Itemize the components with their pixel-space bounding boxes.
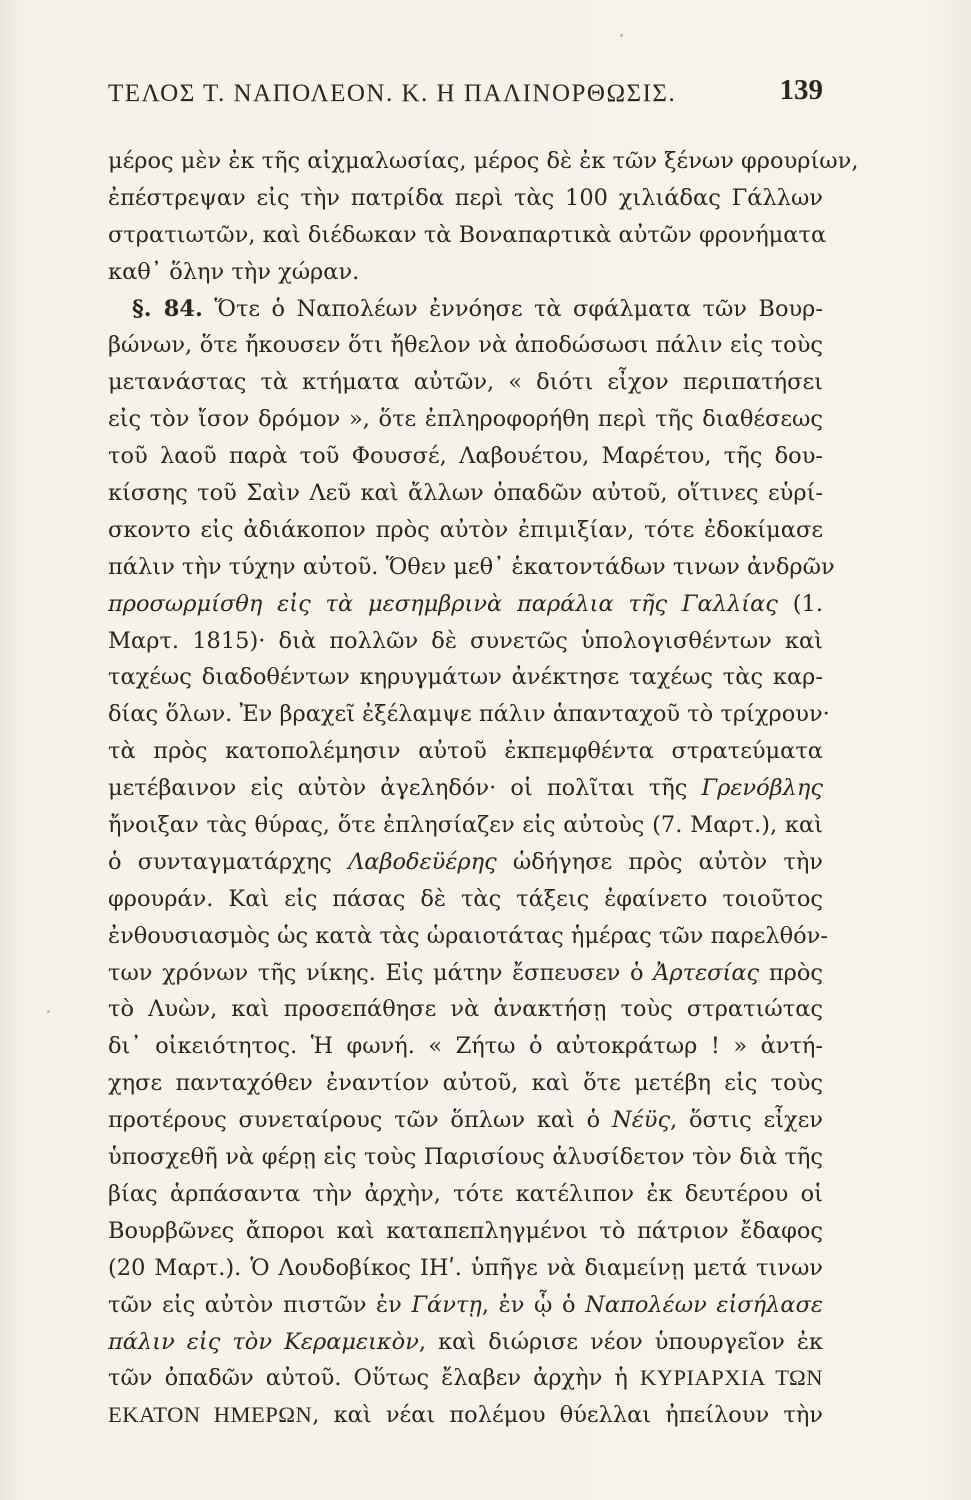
text-line [108,217,827,254]
text-span: ὡδήγησε πρὸς αὐτὸν τὴν [496,848,823,875]
text-line [108,1176,823,1213]
text-span: (20 Μαρτ.). Ὁ Λουδοβίκος ΙΗʹ. ὑπῆγε νὰ διαμείνῃ μετά τινων [108,1254,823,1281]
text-span: τὰ πρὸς κατοπολέμησιν αὐτοῦ ἐκπεμφθέντα στρατεύματα [108,738,823,765]
text-span: προτέρους συνεταίρους τῶν ὅπλων καὶ ὁ [108,1107,612,1134]
text-line [108,549,835,586]
text-span: των χρόνων τῆς νίκης. Εἰς μάτην ἔσπευσεν ὁ [108,959,654,986]
italic-text: Ἀρτεσίας [653,959,760,986]
text-line [108,991,823,1028]
text-line [108,807,823,844]
italic-text: Ναπολέων εἰσήλασε [585,1291,823,1318]
text-span: , καὶ νέαι πολέμου θύελλαι ἠπείλουν τὴν [312,1402,823,1429]
text-span: τὸ Λυὼν, καὶ προσεπάθησε νὰ ἀνακτήσῃ τοὺς στρατιώτας [108,996,823,1023]
text-line [108,733,823,770]
running-title: ΤΕΛΟΣ Τ. ΝΑΠΟΛΕΟΝ. Κ. Η ΠΑΛΙΝΟΡΘΩΣΙΣ. [108,80,677,107]
text-span: στρατιωτῶν, καὶ διέδωκαν τὰ Βοναπαρτικὰ αὐτῶν φρονήματα [108,221,827,248]
text-line [108,844,823,881]
text-line [108,955,823,992]
text-line [108,475,823,512]
text-line [108,327,823,364]
text-line [108,659,823,696]
text-line [108,1065,823,1102]
text-line [108,1028,823,1065]
text-span: τῶν ὀπαδῶν αὐτοῦ. Οὕτως ἔλαβεν ἀρχὴν ἡ [108,1365,641,1392]
italic-text: Λαβοδεϋέρης [348,848,497,875]
text-line [108,1324,823,1361]
text-span: εἰς τὸν ἴσον δρόμον », ὅτε ἐπληροφορήθη περὶ τῆς διαθέσεως [108,406,823,433]
text-span: χησε πανταχόθεν ἐναντίον αὐτοῦ, καὶ ὅτε μετέβη εἰς τοὺς [108,1070,823,1097]
text-span: δι᾽ οἰκειότητος. Ἡ φωνή. « Ζήτω ὁ αὐτοκράτωρ ! » ἀντή- [108,1033,823,1060]
text-line [108,918,828,955]
text-line [108,143,859,180]
text-span: ὁ συνταγματάρχης [108,848,349,875]
text-span: τῶν εἰς αὐτὸν πιστῶν ἐν [108,1291,412,1318]
text-line [108,1360,823,1397]
text-line [108,1139,823,1176]
text-span: σκοντο εἰς ἀδιάκοπον πρὸς αὐτὸν ἐπιμιξίαν, τότε ἐδοκίμασε [108,516,823,543]
text-span: ἤνοιξαν τὰς θύρας, ὅτε ἐπλησίαζεν εἰς αὐτοὺς (7. Μαρτ.), καὶ [108,812,823,839]
page-number: 139 [779,74,823,106]
text-span: βώνων, ὅτε ἤκουσεν ὅτι ἤθελον νὰ ἀποδώσωσι πάλιν εἰς τοὺς [108,332,823,359]
text-span: (1. [777,590,823,617]
text-span: μετανάστας τὰ κτήματα αὐτῶν, « διότι εἶχον περιπατήσει [108,369,823,396]
paper-speck [620,34,623,37]
text-line [108,1397,823,1434]
text-line [108,881,823,918]
text-line [108,1102,823,1139]
text-span: κίσσης τοῦ Σαὶν Λεῦ καὶ ἄλλων ὀπαδῶν αὐτοῦ, οἵτινες εὑρί- [108,480,823,507]
text-line [108,770,823,807]
text-line [108,512,823,549]
text-line [108,401,823,438]
text-span: ἐνθουσιασμὸς ὡς κατὰ τὰς ὡραιοτάτας ἡμέρας τῶν παρελθόν- [108,922,828,949]
italic-text: Γρενόβλης [701,775,823,802]
text-line [108,438,823,475]
text-span: , ὅστις εἶχεν [670,1107,823,1134]
text-span: ἐπέστρεψαν εἰς τὴν πατρίδα περὶ τὰς 100 χιλιάδας Γάλλων [108,184,823,211]
paper-speck [47,1010,50,1013]
text-span: δίας ὅλων. Ἐν βραχεῖ ἐξέλαμψε πάλιν ἁπανταχοῦ τὸ τρίχρουν· [108,701,830,728]
text-line [108,180,823,217]
text-span: , ἐν ᾧ ὁ [481,1291,586,1318]
text-span: πρὸς [759,959,823,986]
text-span: Βουρβῶνες ἄποροι καὶ καταπεπληγμένοι τὸ πάτριον ἔδαφος [108,1217,823,1244]
text-line [108,623,823,660]
text-span: καθ᾽ ὅλην τὴν χώραν. [108,258,360,285]
text-span: πάλιν τὴν τύχην αὐτοῦ. Ὅθεν μεθ᾽ ἑκατοντάδων τινων ἀνδρῶν [108,553,835,580]
text-line [108,364,823,401]
text-span: μέρος μὲν ἐκ τῆς αἰχμαλωσίας, μέρος δὲ ἐκ τῶν ξένων φρουρίων, [108,148,859,174]
italic-text: προσωρμίσθη εἰς τὰ μεσημβρινὰ παράλια τῆς Γαλλίας [108,590,778,617]
text-span: Μαρτ. 1815)· διὰ πολλῶν δὲ συνετῶς ὑπολογισθέντων καὶ [108,627,823,654]
text-span: μετέβαινον εἰς αὐτὸν ἀγεληδόν· οἱ πολῖται τῆς [108,775,702,802]
text-line [108,291,823,328]
section-number: §. 84. [132,295,203,322]
italic-text: Γάντῃ [411,1291,482,1318]
text-line [108,1287,823,1324]
text-line [108,696,830,733]
text-line [108,1250,823,1287]
text-span: , καὶ διώρισε νέον ὑπουργεῖον ἐκ [418,1328,823,1355]
text-span: Ὅτε ὁ Ναπολέων ἐννόησε τὰ σφάλματα τῶν Βουρ- [202,295,823,322]
text-span: φρουράν. Καὶ εἰς πάσας δὲ τὰς τάξεις ἐφαίνετο τοιοῦτος [108,885,823,912]
italic-text: Νέϋς [612,1107,671,1134]
text-span: ὑποσχεθῆ νὰ φέρῃ εἰς τοὺς Παρισίους ἁλυσίδετον τὸν διὰ τῆς [108,1144,823,1171]
italic-text: πάλιν εἰς τὸν Κεραμεικὸν [108,1328,419,1355]
text-span: ταχέως διαδοθέντων κηρυγμάτων ἀνέκτησε ταχέως τὰς καρ- [108,664,823,691]
small-caps-text: ΕΚΑΤΟΝ ΗΜΕΡΩΝ [108,1402,313,1428]
text-line [108,586,823,623]
text-span: βίας ἁρπάσαντα τὴν ἀρχὴν, τότε κατέλιπον ἐκ δευτέρου οἱ [108,1180,823,1207]
text-line [108,1213,823,1250]
page-header [108,74,823,124]
text-line [108,254,823,291]
text-span: τοῦ λαοῦ παρὰ τοῦ Φουσσέ, Λαβουέτου, Μαρέτου, τῆς δου- [108,443,823,470]
body-text [108,143,859,1434]
small-caps-text: ΚΥΡΙΑΡΧΙΑ ΤΩΝ [640,1365,823,1391]
